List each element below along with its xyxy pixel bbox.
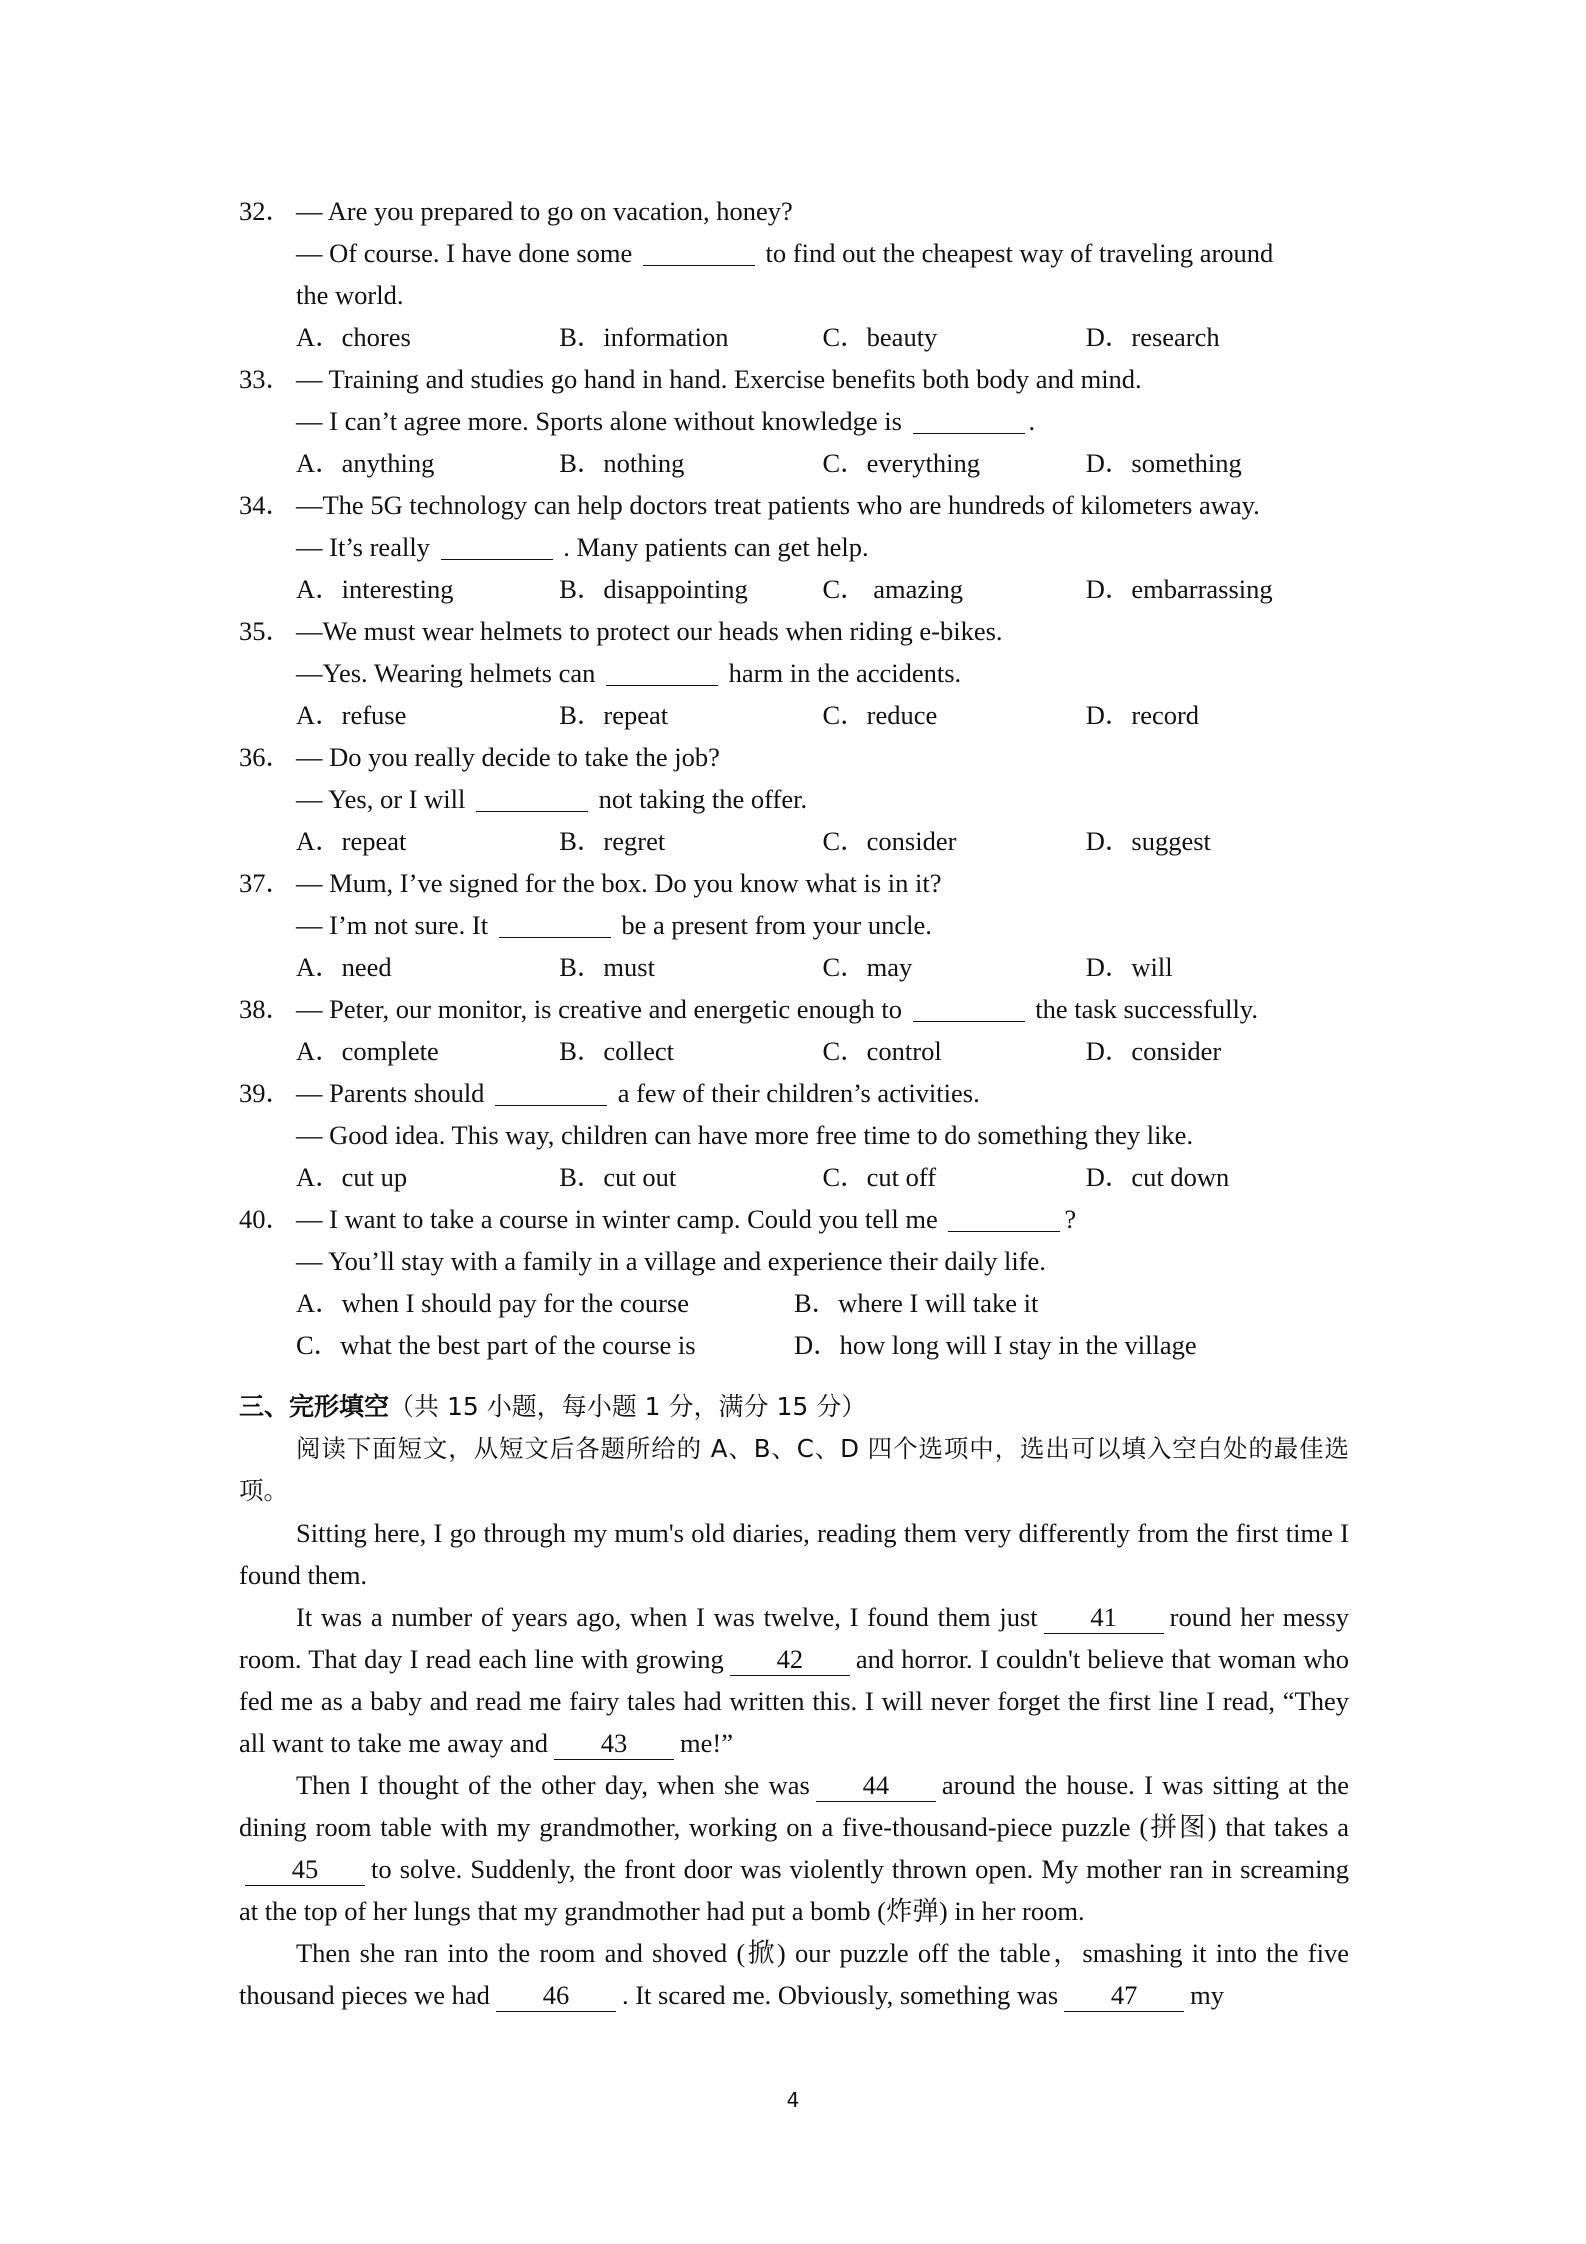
section-instruction: 阅读下面短文，从短文后各题所给的 A、B、C、D 四个选项中，选出可以填入空白处的最佳选项。	[239, 1434, 1349, 1505]
question-text: — Mum, I’ve signed for the box. Do you know what is in it?	[296, 868, 942, 898]
option-d: D．something	[1085, 448, 1242, 478]
option-b: B．must	[559, 952, 655, 982]
question-number: 35．	[239, 616, 292, 646]
passage-text: and horror. I couldn't believe that woman who fed me as a baby and read me fairy tales had written this. I will never forget the first line I read, “They all want to take me away and	[239, 1644, 1349, 1758]
options-row	[239, 1156, 1349, 1198]
passage-paragraph-4	[239, 1932, 1349, 2016]
question-34	[239, 484, 1349, 610]
options-row	[239, 568, 1349, 610]
option-d: D．consider	[1085, 1036, 1222, 1066]
question-number: 36．	[239, 742, 292, 772]
passage-text: Then she ran into the room and shoved (掀) our puzzle off the table，smashing it into the five thousand pieces we had	[239, 1938, 1349, 2010]
option-d: D．research	[1085, 322, 1220, 352]
numbered-blank-46: 46	[496, 1979, 616, 2012]
question-text: —Yes. Wearing helmets can	[296, 658, 596, 688]
option-c: C．beauty	[822, 322, 938, 352]
answer-blank	[499, 907, 611, 938]
question-text: — Are you prepared to go on vacation, honey?	[296, 196, 793, 226]
question-number: 33．	[239, 364, 292, 394]
option-a: A．cut up	[296, 1162, 408, 1192]
options-row	[239, 694, 1349, 736]
option-a: A．chores	[296, 322, 411, 352]
option-d: D．cut down	[1085, 1162, 1230, 1192]
question-number: 39．	[239, 1078, 292, 1108]
option-d: D．record	[1085, 700, 1200, 730]
question-text: — Of course. I have done some	[296, 238, 633, 268]
options-row	[239, 442, 1349, 484]
question-text: .	[1028, 406, 1036, 436]
question-text: the world.	[296, 280, 404, 310]
option-b: B．where I will take it	[794, 1288, 1039, 1318]
option-d: D．suggest	[1085, 826, 1211, 856]
option-c: C．control	[822, 1036, 942, 1066]
question-38	[239, 988, 1349, 1072]
options-row	[239, 946, 1349, 988]
question-text: ?	[1064, 1204, 1077, 1234]
option-b: B．collect	[559, 1036, 675, 1066]
option-c: C．cut off	[822, 1162, 937, 1192]
question-number: 32．	[239, 196, 292, 226]
options-row	[239, 316, 1349, 358]
exam-page	[239, 190, 1349, 2016]
options-row	[239, 1282, 1349, 1324]
numbered-blank-45: 45	[245, 1853, 365, 1886]
answer-blank	[476, 781, 588, 812]
passage-text: to solve. Suddenly, the front door was violently thrown open. My mother ran in screaming at the top of her lungs that my grandmother had put a bomb (炸弹) in her room.	[239, 1854, 1349, 1926]
option-b: B．repeat	[559, 700, 669, 730]
section-heading	[239, 1386, 1349, 1428]
option-a: A．refuse	[296, 700, 407, 730]
question-text: be a present from your uncle.	[621, 910, 932, 940]
question-text: — Good idea. This way, children can have more free time to do something they like.	[296, 1120, 1194, 1150]
question-text: —We must wear helmets to protect our heads when riding e-bikes.	[296, 616, 1003, 646]
passage-text: round her messy room. That day I read each line with growing	[239, 1602, 1350, 1674]
question-number: 40．	[239, 1204, 292, 1234]
option-b: B．nothing	[559, 448, 685, 478]
question-36	[239, 736, 1349, 862]
question-text: harm in the accidents.	[728, 658, 962, 688]
answer-blank	[913, 403, 1025, 434]
question-text: — Do you really decide to take the job?	[296, 742, 720, 772]
answer-blank	[441, 529, 553, 560]
option-a: A．interesting	[296, 574, 454, 604]
numbered-blank-41: 41	[1044, 1601, 1164, 1634]
question-text: —The 5G technology can help doctors treat patients who are hundreds of kilometers away.	[296, 490, 1260, 520]
answer-blank	[606, 655, 718, 686]
passage-text: It was a number of years ago, when I was twelve, I found them just	[296, 1602, 1038, 1632]
passage-paragraph-2	[239, 1596, 1349, 1764]
question-35	[239, 610, 1349, 736]
answer-blank	[948, 1201, 1060, 1232]
question-number: 34．	[239, 490, 292, 520]
question-text: — Training and studies go hand in hand. Exercise benefits both body and mind.	[296, 364, 1142, 394]
option-a: A．need	[296, 952, 392, 982]
question-text: the task successfully.	[1035, 994, 1258, 1024]
option-a: A．complete	[296, 1036, 439, 1066]
passage-paragraph-1: Sitting here, I go through my mum's old diaries, reading them very differently from the first time I found them.	[239, 1518, 1349, 1590]
option-b: B．information	[559, 322, 729, 352]
question-33	[239, 358, 1349, 484]
option-d: D．will	[1085, 952, 1173, 982]
question-text: — You’ll stay with a family in a village and experience their daily life.	[296, 1246, 1046, 1276]
option-a: A．anything	[296, 448, 435, 478]
question-number: 38．	[239, 994, 292, 1024]
options-row	[239, 1030, 1349, 1072]
answer-blank	[643, 235, 755, 266]
question-text: — Yes, or I will	[296, 784, 466, 814]
option-b: B．regret	[559, 826, 666, 856]
options-row	[239, 820, 1349, 862]
option-c: C． amazing	[822, 574, 964, 604]
option-a: A．when I should pay for the course	[296, 1288, 689, 1318]
question-text: — I want to take a course in winter camp. Could you tell me	[296, 1204, 938, 1234]
question-37	[239, 862, 1349, 988]
question-text: to find out the cheapest way of traveling around	[765, 238, 1274, 268]
passage-paragraph-3	[239, 1764, 1349, 1932]
question-text: not taking the offer.	[598, 784, 808, 814]
passage-text: . It scared me. Obviously, something was	[621, 1980, 1059, 2010]
option-d: D．how long will I stay in the village	[794, 1330, 1197, 1360]
section-note: （共 15 小题，每小题 1 分，满分 15 分）	[389, 1392, 867, 1421]
numbered-blank-43: 43	[554, 1727, 674, 1760]
option-c: C．everything	[822, 448, 980, 478]
option-a: A．repeat	[296, 826, 407, 856]
question-40	[239, 1198, 1349, 1366]
question-39	[239, 1072, 1349, 1198]
numbered-blank-42: 42	[730, 1643, 850, 1676]
option-c: C．what the best part of the course is	[296, 1330, 696, 1360]
question-text: — I can’t agree more. Sports alone without knowledge is	[296, 406, 902, 436]
question-text: . Many patients can get help.	[563, 532, 869, 562]
passage-text: around the house. I was sitting at the dining room table with my grandmother, working on a five-thousand-piece puzzle (拼图) that takes a	[239, 1770, 1350, 1842]
options-row	[239, 1324, 1349, 1366]
page-number: 4	[786, 2088, 800, 2112]
question-text: — Peter, our monitor, is creative and energetic enough to	[296, 994, 902, 1024]
passage-text: Then I thought of the other day, when she was	[296, 1770, 810, 1800]
section-title: 三、完形填空	[239, 1392, 390, 1421]
question-text: — It’s really	[296, 532, 430, 562]
option-c: C．may	[822, 952, 913, 982]
option-c: C．consider	[822, 826, 957, 856]
question-32	[239, 190, 1349, 358]
answer-blank	[913, 991, 1025, 1022]
question-number: 37．	[239, 868, 292, 898]
option-b: B．cut out	[559, 1162, 677, 1192]
question-text: a few of their children’s activities.	[617, 1078, 980, 1108]
answer-blank	[495, 1075, 607, 1106]
passage-text: me!”	[680, 1728, 734, 1758]
numbered-blank-44: 44	[816, 1769, 936, 1802]
question-text: — I’m not sure. It	[296, 910, 489, 940]
passage-text: my	[1190, 1980, 1225, 2010]
option-c: C．reduce	[822, 700, 938, 730]
numbered-blank-47: 47	[1064, 1979, 1184, 2012]
option-d: D．embarrassing	[1085, 574, 1273, 604]
question-text: — Parents should	[296, 1078, 485, 1108]
option-b: B．disappointing	[559, 574, 748, 604]
